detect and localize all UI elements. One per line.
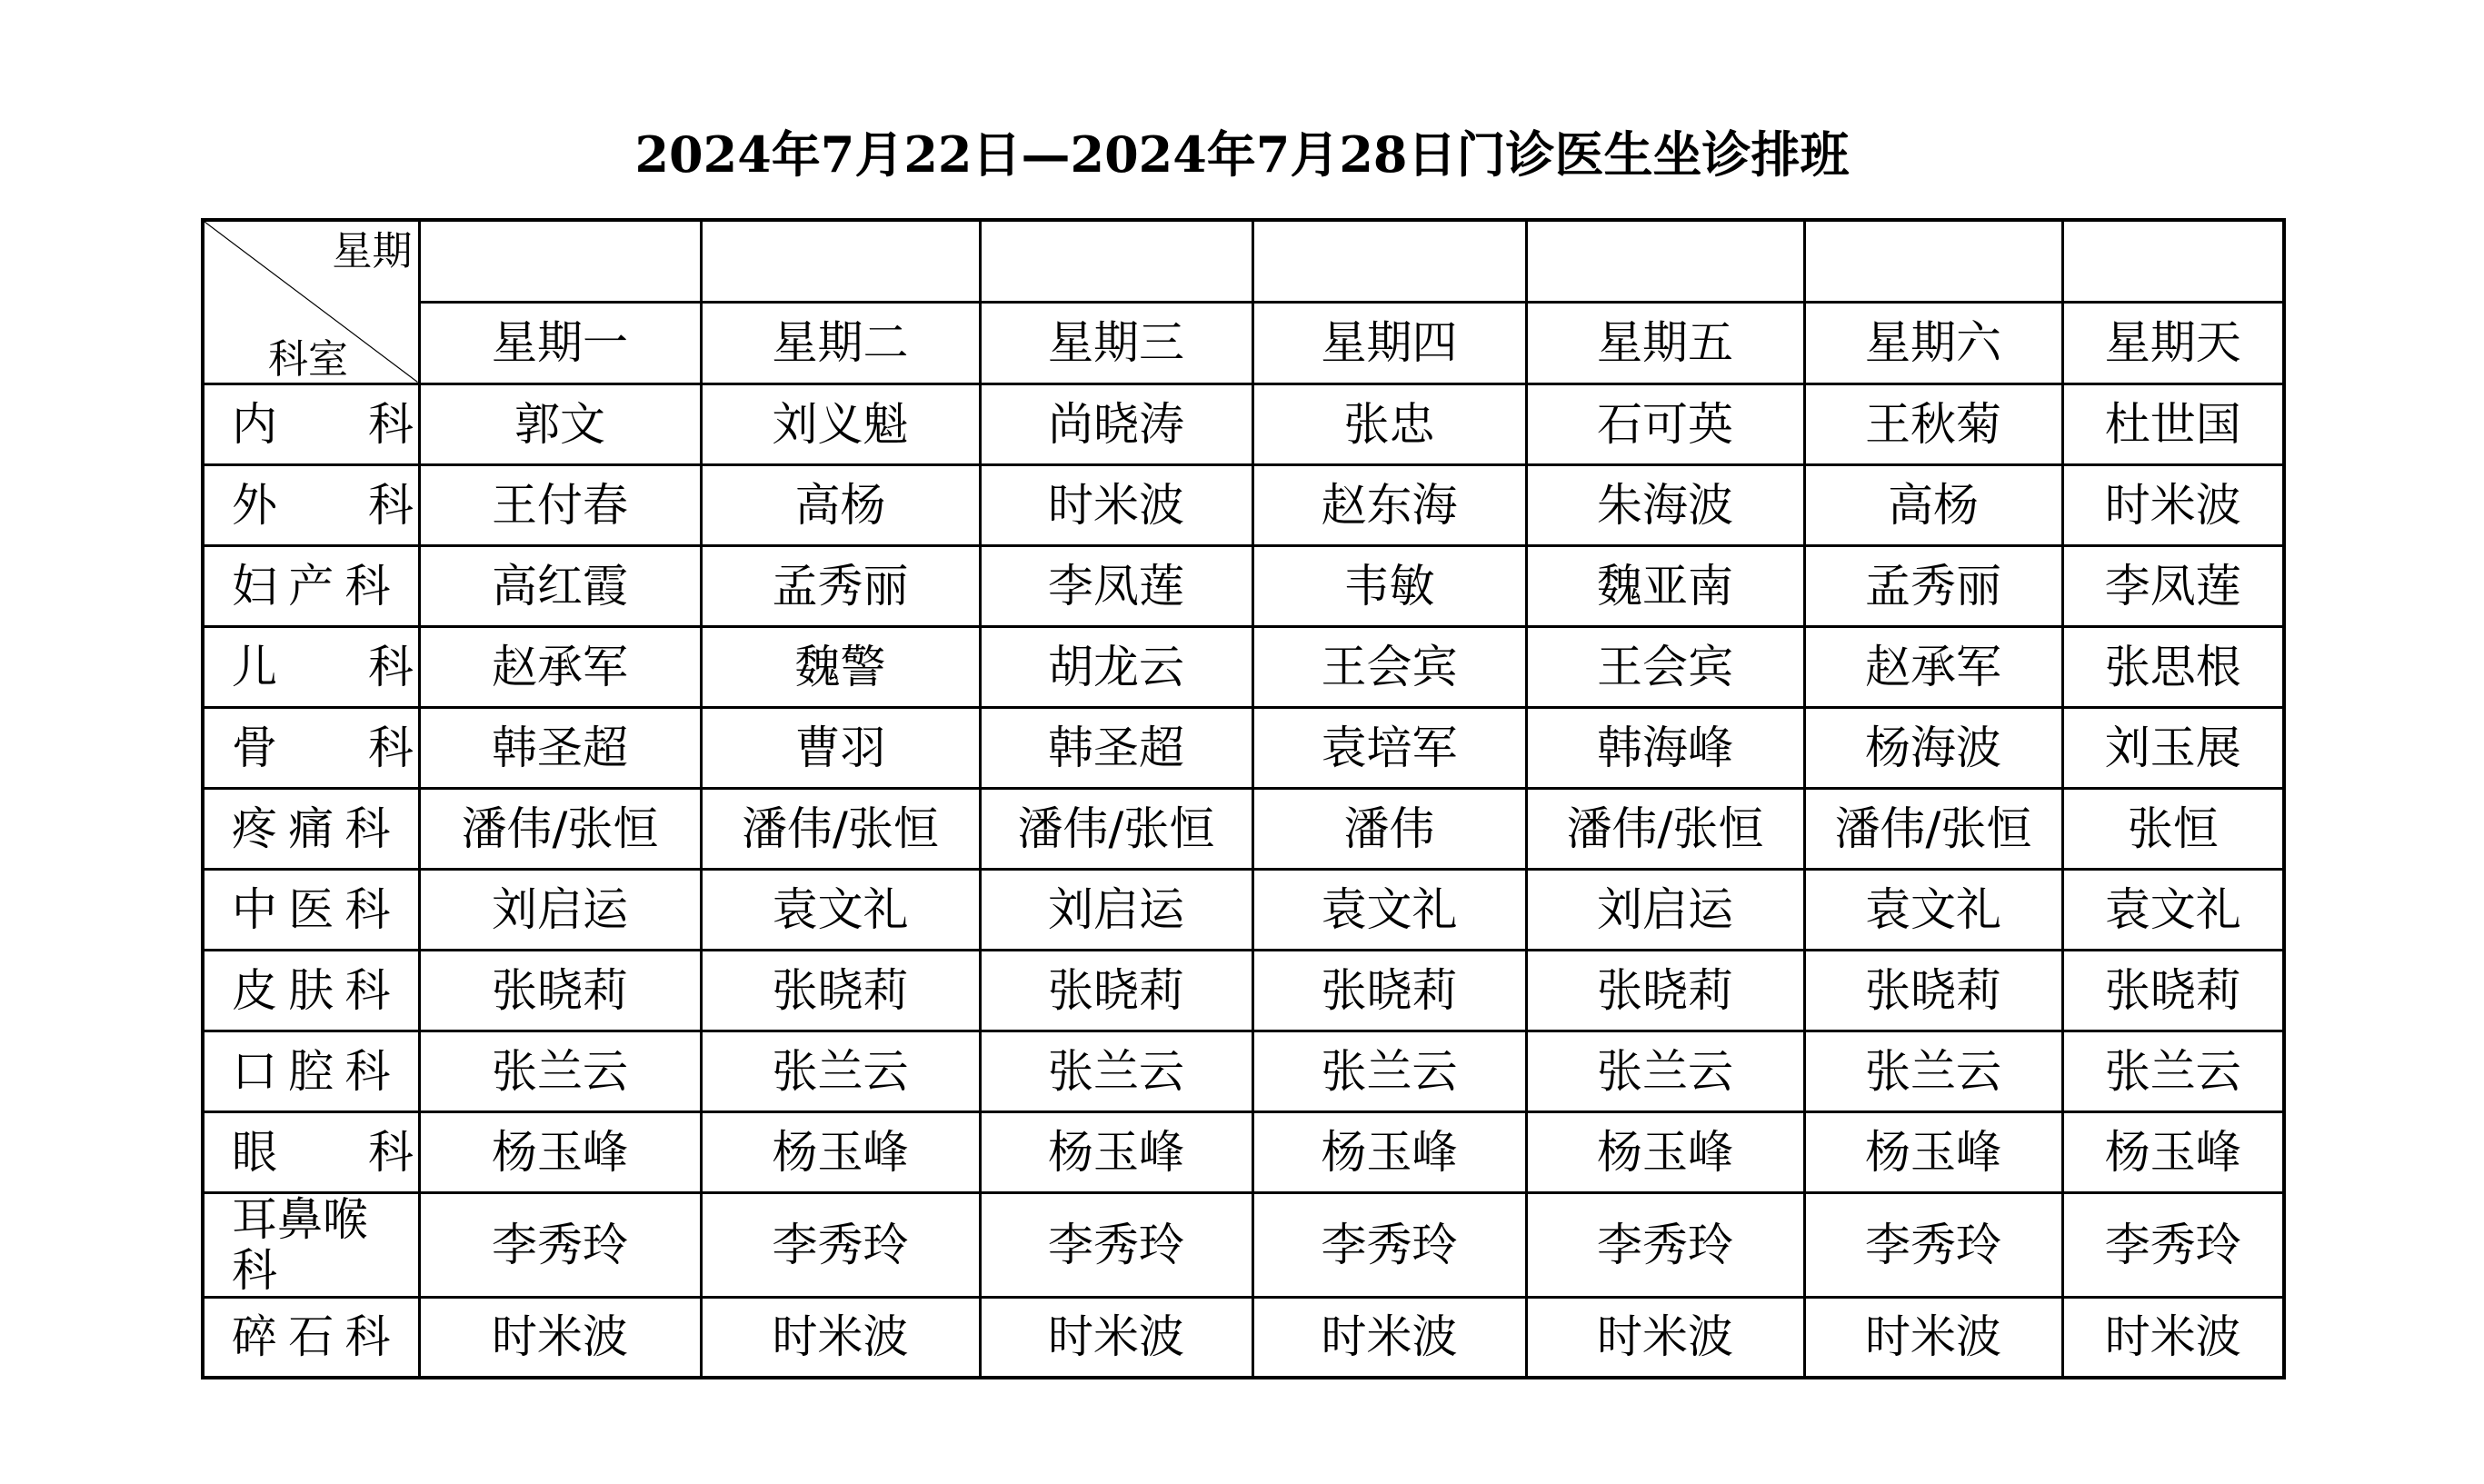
department-cell: 外 科 bbox=[203, 464, 419, 545]
header-blank-cell bbox=[419, 220, 701, 302]
department-cell: 内 科 bbox=[203, 383, 419, 464]
doctor-cell: 袁文礼 bbox=[701, 869, 980, 950]
doctor-cell: 潘伟/张恒 bbox=[1804, 788, 2062, 869]
doctor-cell: 张恒 bbox=[2062, 788, 2284, 869]
doctor-cell: 孟秀丽 bbox=[701, 545, 980, 626]
doctor-cell: 王会宾 bbox=[1252, 626, 1526, 707]
doctor-cell: 张忠 bbox=[1252, 383, 1526, 464]
doctor-cell: 袁文礼 bbox=[2062, 869, 2284, 950]
day-header-tuesday: 星期二 bbox=[701, 302, 980, 383]
doctor-cell: 李凤莲 bbox=[2062, 545, 2284, 626]
table-row bbox=[203, 1111, 2284, 1192]
department-cell: 疼痛科 bbox=[203, 788, 419, 869]
doctor-cell: 时米波 bbox=[1526, 1297, 1804, 1378]
table-row bbox=[203, 383, 2284, 464]
table-row bbox=[203, 1297, 2284, 1378]
header-blank-cell bbox=[1804, 220, 2062, 302]
doctor-cell: 王付春 bbox=[419, 464, 701, 545]
corner-department-label: 科室 bbox=[268, 335, 348, 383]
department-cell: 骨 科 bbox=[203, 707, 419, 788]
doctor-cell: 李秀玲 bbox=[980, 1192, 1252, 1297]
header-blank-cell bbox=[1252, 220, 1526, 302]
corner-weekday-label: 星期 bbox=[332, 228, 413, 274]
doctor-cell: 杨玉峰 bbox=[1252, 1111, 1526, 1192]
page-title: 2024年7月22日—2024年7月28日门诊医生坐诊排班 bbox=[634, 125, 1850, 184]
doctor-cell: 杜世国 bbox=[2062, 383, 2284, 464]
header-row-days bbox=[203, 302, 2284, 383]
doctor-cell: 李秀玲 bbox=[1526, 1192, 1804, 1297]
corner-header-cell bbox=[203, 220, 419, 383]
doctor-cell: 王会宾 bbox=[1526, 626, 1804, 707]
doctor-cell: 杨玉峰 bbox=[419, 1111, 701, 1192]
doctor-cell: 赵承军 bbox=[419, 626, 701, 707]
doctor-cell: 杨海波 bbox=[1804, 707, 2062, 788]
doctor-cell: 朱海波 bbox=[1526, 464, 1804, 545]
doctor-cell: 高杨 bbox=[1804, 464, 2062, 545]
schedule-table bbox=[201, 218, 2286, 1379]
doctor-cell: 时米波 bbox=[2062, 1297, 2284, 1378]
table-row bbox=[203, 626, 2284, 707]
doctor-cell: 潘伟 bbox=[1252, 788, 1526, 869]
doctor-cell: 韩圣超 bbox=[419, 707, 701, 788]
table-row bbox=[203, 788, 2284, 869]
doctor-cell: 孟秀丽 bbox=[1804, 545, 2062, 626]
doctor-cell: 李凤莲 bbox=[980, 545, 1252, 626]
doctor-cell: 袁文礼 bbox=[1804, 869, 2062, 950]
doctor-cell: 潘伟/张恒 bbox=[419, 788, 701, 869]
doctor-cell: 张晓莉 bbox=[1804, 950, 2062, 1031]
doctor-cell: 张兰云 bbox=[1252, 1031, 1526, 1111]
doctor-cell: 魏警 bbox=[701, 626, 980, 707]
doctor-cell: 时米波 bbox=[701, 1297, 980, 1378]
header-blank-cell bbox=[2062, 220, 2284, 302]
doctor-cell: 高杨 bbox=[701, 464, 980, 545]
doctor-cell: 张兰云 bbox=[2062, 1031, 2284, 1111]
doctor-cell: 韩海峰 bbox=[1526, 707, 1804, 788]
doctor-cell: 刘启运 bbox=[419, 869, 701, 950]
doctor-cell: 张晓莉 bbox=[419, 950, 701, 1031]
table-row bbox=[203, 950, 2284, 1031]
doctor-cell: 尚晓涛 bbox=[980, 383, 1252, 464]
doctor-cell: 张兰云 bbox=[1526, 1031, 1804, 1111]
doctor-cell: 潘伟/张恒 bbox=[980, 788, 1252, 869]
doctor-cell: 李秀玲 bbox=[701, 1192, 980, 1297]
doctor-cell: 张兰云 bbox=[1804, 1031, 2062, 1111]
doctor-cell: 郭文 bbox=[419, 383, 701, 464]
table-row bbox=[203, 869, 2284, 950]
doctor-cell: 刘启运 bbox=[980, 869, 1252, 950]
doctor-cell: 刘义魁 bbox=[701, 383, 980, 464]
doctor-cell: 石可英 bbox=[1526, 383, 1804, 464]
day-header-friday: 星期五 bbox=[1526, 302, 1804, 383]
doctor-cell: 王秋菊 bbox=[1804, 383, 2062, 464]
table-row bbox=[203, 707, 2284, 788]
doctor-cell: 时米波 bbox=[2062, 464, 2284, 545]
doctor-cell: 赵承军 bbox=[1804, 626, 2062, 707]
doctor-cell: 韦敏 bbox=[1252, 545, 1526, 626]
doctor-cell: 时米波 bbox=[980, 1297, 1252, 1378]
doctor-cell: 胡龙云 bbox=[980, 626, 1252, 707]
department-cell: 碎石科 bbox=[203, 1297, 419, 1378]
doctor-cell: 张晓莉 bbox=[701, 950, 980, 1031]
doctor-cell: 张兰云 bbox=[701, 1031, 980, 1111]
doctor-cell: 袁培军 bbox=[1252, 707, 1526, 788]
doctor-cell: 李秀玲 bbox=[1252, 1192, 1526, 1297]
doctor-cell: 赵东海 bbox=[1252, 464, 1526, 545]
doctor-cell: 杨玉峰 bbox=[1804, 1111, 2062, 1192]
day-header-saturday: 星期六 bbox=[1804, 302, 2062, 383]
day-header-wednesday: 星期三 bbox=[980, 302, 1252, 383]
header-blank-cell bbox=[1526, 220, 1804, 302]
department-cell: 耳鼻喉科 bbox=[203, 1192, 419, 1297]
doctor-cell: 时米波 bbox=[1804, 1297, 2062, 1378]
day-header-monday: 星期一 bbox=[419, 302, 701, 383]
doctor-cell: 袁文礼 bbox=[1252, 869, 1526, 950]
doctor-cell: 时米波 bbox=[419, 1297, 701, 1378]
header-blank-cell bbox=[701, 220, 980, 302]
doctor-cell: 潘伟/张恒 bbox=[701, 788, 980, 869]
doctor-cell: 张晓莉 bbox=[2062, 950, 2284, 1031]
doctor-cell: 张晓莉 bbox=[1526, 950, 1804, 1031]
table-row bbox=[203, 1031, 2284, 1111]
doctor-cell: 高红霞 bbox=[419, 545, 701, 626]
doctor-cell: 李秀玲 bbox=[1804, 1192, 2062, 1297]
day-header-sunday: 星期天 bbox=[2062, 302, 2284, 383]
doctor-cell: 韩圣超 bbox=[980, 707, 1252, 788]
doctor-cell: 曹羽 bbox=[701, 707, 980, 788]
doctor-cell: 李秀玲 bbox=[419, 1192, 701, 1297]
doctor-cell: 杨玉峰 bbox=[2062, 1111, 2284, 1192]
doctor-cell: 杨玉峰 bbox=[1526, 1111, 1804, 1192]
department-cell: 眼 科 bbox=[203, 1111, 419, 1192]
doctor-cell: 时米波 bbox=[980, 464, 1252, 545]
header-row-top bbox=[203, 220, 2284, 302]
doctor-cell: 张晓莉 bbox=[980, 950, 1252, 1031]
department-cell: 妇产科 bbox=[203, 545, 419, 626]
table-body bbox=[203, 220, 2284, 1378]
header-blank-cell bbox=[980, 220, 1252, 302]
doctor-cell: 张兰云 bbox=[419, 1031, 701, 1111]
table-row bbox=[203, 464, 2284, 545]
department-cell: 中医科 bbox=[203, 869, 419, 950]
doctor-cell: 张晓莉 bbox=[1252, 950, 1526, 1031]
doctor-cell: 潘伟/张恒 bbox=[1526, 788, 1804, 869]
doctor-cell: 时米波 bbox=[1252, 1297, 1526, 1378]
table-row bbox=[203, 545, 2284, 626]
department-cell: 儿 科 bbox=[203, 626, 419, 707]
table-row bbox=[203, 1192, 2284, 1297]
doctor-cell: 杨玉峰 bbox=[980, 1111, 1252, 1192]
day-header-thursday: 星期四 bbox=[1252, 302, 1526, 383]
doctor-cell: 杨玉峰 bbox=[701, 1111, 980, 1192]
department-cell: 皮肤科 bbox=[203, 950, 419, 1031]
doctor-cell: 张兰云 bbox=[980, 1031, 1252, 1111]
doctor-cell: 魏亚南 bbox=[1526, 545, 1804, 626]
doctor-cell: 李秀玲 bbox=[2062, 1192, 2284, 1297]
doctor-cell: 刘启运 bbox=[1526, 869, 1804, 950]
doctor-cell: 刘玉展 bbox=[2062, 707, 2284, 788]
department-cell: 口腔科 bbox=[203, 1031, 419, 1111]
doctor-cell: 张思根 bbox=[2062, 626, 2284, 707]
